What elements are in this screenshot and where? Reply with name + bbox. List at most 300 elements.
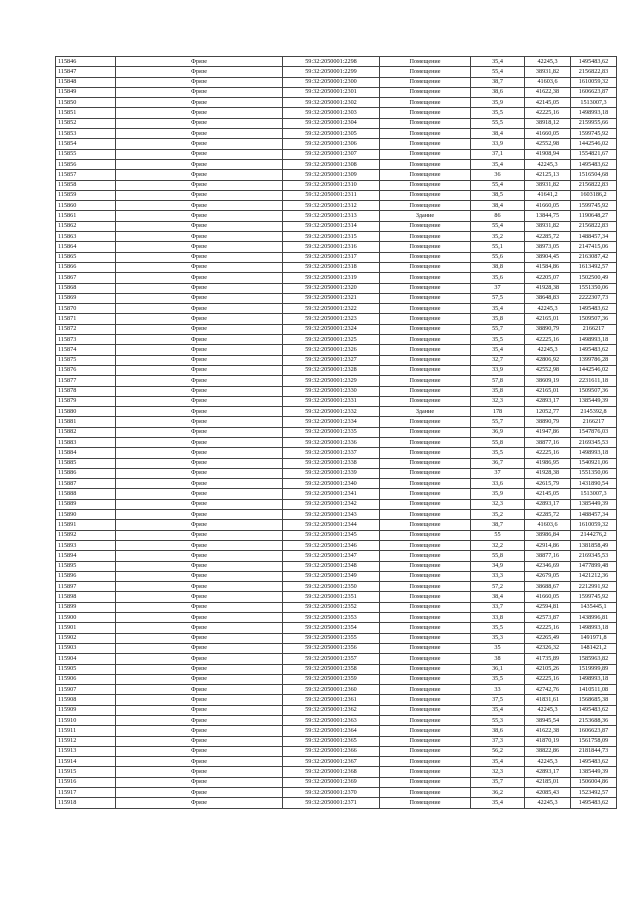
cadastral-value-cell: 1498993,18	[571, 623, 617, 633]
city-cell: Фрязе	[116, 221, 283, 231]
unit-value-cell: 38822,86	[525, 746, 571, 756]
object-type-cell: Помещение	[380, 252, 471, 262]
cadastral-number-cell: 59:32:2050001:2329	[283, 376, 380, 386]
table-row	[56, 427, 617, 437]
row-id-cell: 115860	[56, 201, 116, 211]
cadastral-value-cell: 1509507,36	[571, 386, 617, 396]
object-type-cell: Помещение	[380, 376, 471, 386]
cadastral-value-cell: 1513007,3	[571, 489, 617, 499]
unit-value-cell: 38931,82	[525, 221, 571, 231]
cadastral-value-cell: 2153688,36	[571, 716, 617, 726]
cadastral-number-cell: 59:32:2050001:2301	[283, 87, 380, 97]
object-type-cell: Помещение	[380, 788, 471, 798]
table-row	[56, 479, 617, 489]
table-row	[56, 98, 617, 108]
city-cell: Фрязе	[116, 623, 283, 633]
unit-value-cell: 42145,05	[525, 98, 571, 108]
cadastral-number-cell: 59:32:2050001:2343	[283, 510, 380, 520]
unit-value-cell: 42225,16	[525, 448, 571, 458]
object-type-cell: Помещение	[380, 468, 471, 478]
table-row	[56, 489, 617, 499]
cadastral-value-cell: 2212991,92	[571, 582, 617, 592]
cadastral-value-cell: 1554821,67	[571, 149, 617, 159]
city-cell: Фрязе	[116, 67, 283, 77]
table-row	[56, 273, 617, 283]
area-cell: 35,9	[471, 98, 525, 108]
area-cell: 35,9	[471, 489, 525, 499]
cadastral-number-cell: 59:32:2050001:2322	[283, 304, 380, 314]
city-cell: Фрязе	[116, 551, 283, 561]
unit-value-cell: 13844,75	[525, 211, 571, 221]
unit-value-cell: 41908,94	[525, 149, 571, 159]
row-id-cell: 115851	[56, 108, 116, 118]
object-type-cell: Помещение	[380, 489, 471, 499]
unit-value-cell: 41584,86	[525, 262, 571, 272]
cadastral-number-cell: 59:32:2050001:2340	[283, 479, 380, 489]
object-type-cell: Помещение	[380, 767, 471, 777]
object-type-cell: Помещение	[380, 530, 471, 540]
area-cell: 35,3	[471, 633, 525, 643]
cadastral-number-cell: 59:32:2050001:2354	[283, 623, 380, 633]
object-type-cell: Помещение	[380, 777, 471, 787]
city-cell: Фрязе	[116, 437, 283, 447]
object-type-cell: Помещение	[380, 77, 471, 87]
unit-value-cell: 42225,16	[525, 623, 571, 633]
table-row	[56, 788, 617, 798]
cadastral-number-cell: 59:32:2050001:2361	[283, 695, 380, 705]
area-cell: 37,5	[471, 695, 525, 705]
table-row	[56, 582, 617, 592]
object-type-cell: Помещение	[380, 262, 471, 272]
unit-value-cell: 42245,3	[525, 757, 571, 767]
cadastral-number-cell: 59:32:2050001:2335	[283, 427, 380, 437]
table-row	[56, 592, 617, 602]
area-cell: 38,4	[471, 201, 525, 211]
row-id-cell: 115880	[56, 407, 116, 417]
area-cell: 55,7	[471, 417, 525, 427]
area-cell: 55,4	[471, 67, 525, 77]
table-row	[56, 623, 617, 633]
cadastral-number-cell: 59:32:2050001:2359	[283, 674, 380, 684]
object-type-cell: Помещение	[380, 87, 471, 97]
row-id-cell: 115887	[56, 479, 116, 489]
city-cell: Фрязе	[116, 788, 283, 798]
city-cell: Фрязе	[116, 427, 283, 437]
area-cell: 178	[471, 407, 525, 417]
table-row	[56, 448, 617, 458]
city-cell: Фрязе	[116, 211, 283, 221]
cadastral-number-cell: 59:32:2050001:2304	[283, 118, 380, 128]
object-type-cell: Помещение	[380, 746, 471, 756]
row-id-cell: 115917	[56, 788, 116, 798]
cadastral-value-cell: 1502500,49	[571, 273, 617, 283]
table-row	[56, 139, 617, 149]
object-type-cell: Помещение	[380, 716, 471, 726]
object-type-cell: Помещение	[380, 561, 471, 571]
object-type-cell: Помещение	[380, 304, 471, 314]
unit-value-cell: 41947,86	[525, 427, 571, 437]
area-cell: 33,3	[471, 571, 525, 581]
cadastral-value-cell: 1190648,27	[571, 211, 617, 221]
cadastral-number-cell: 59:32:2050001:2356	[283, 643, 380, 653]
cadastral-value-cell: 1381858,49	[571, 540, 617, 550]
table-row	[56, 365, 617, 375]
object-type-cell: Помещение	[380, 57, 471, 67]
unit-value-cell: 42552,98	[525, 365, 571, 375]
table-row	[56, 159, 617, 169]
table-row	[56, 324, 617, 334]
cadastral-number-cell: 59:32:2050001:2302	[283, 98, 380, 108]
cadastral-number-cell: 59:32:2050001:2346	[283, 540, 380, 550]
object-type-cell: Помещение	[380, 736, 471, 746]
cadastral-value-cell: 1519999,89	[571, 664, 617, 674]
city-cell: Фрязе	[116, 365, 283, 375]
row-id-cell: 115875	[56, 355, 116, 365]
city-cell: Фрязе	[116, 489, 283, 499]
city-cell: Фрязе	[116, 530, 283, 540]
city-cell: Фрязе	[116, 273, 283, 283]
table-row	[56, 664, 617, 674]
cadastral-number-cell: 59:32:2050001:2312	[283, 201, 380, 211]
cadastral-number-cell: 59:32:2050001:2363	[283, 716, 380, 726]
city-cell: Фрязе	[116, 685, 283, 695]
cadastral-value-cell: 2156822,83	[571, 67, 617, 77]
area-cell: 55,7	[471, 324, 525, 334]
cadastral-value-cell: 1442546,02	[571, 139, 617, 149]
cadastral-value-cell: 1509507,36	[571, 314, 617, 324]
cadastral-value-cell: 1488457,34	[571, 232, 617, 242]
object-type-cell: Помещение	[380, 798, 471, 808]
cadastral-number-cell: 59:32:2050001:2334	[283, 417, 380, 427]
cadastral-number-cell: 59:32:2050001:2348	[283, 561, 380, 571]
cadastral-value-cell: 2147415,06	[571, 242, 617, 252]
table-row	[56, 674, 617, 684]
table-row	[56, 633, 617, 643]
unit-value-cell: 42245,3	[525, 304, 571, 314]
table-row	[56, 57, 617, 67]
city-cell: Фрязе	[116, 283, 283, 293]
area-cell: 35,4	[471, 798, 525, 808]
cadastral-value-cell: 1599745,92	[571, 592, 617, 602]
cadastral-number-cell: 59:32:2050001:2339	[283, 468, 380, 478]
table-row	[56, 407, 617, 417]
unit-value-cell: 41870,19	[525, 736, 571, 746]
unit-value-cell: 38945,54	[525, 716, 571, 726]
object-type-cell: Помещение	[380, 499, 471, 509]
cadastral-value-cell: 1410511,08	[571, 685, 617, 695]
area-cell: 55,3	[471, 716, 525, 726]
object-type-cell: Помещение	[380, 571, 471, 581]
object-type-cell: Помещение	[380, 685, 471, 695]
cadastral-value-cell: 2181844,73	[571, 746, 617, 756]
unit-value-cell: 12052,77	[525, 407, 571, 417]
cadastral-number-cell: 59:32:2050001:2306	[283, 139, 380, 149]
cadastral-number-cell: 59:32:2050001:2316	[283, 242, 380, 252]
cadastral-number-cell: 59:32:2050001:2310	[283, 180, 380, 190]
unit-value-cell: 41831,61	[525, 695, 571, 705]
cadastral-value-cell: 1421212,36	[571, 571, 617, 581]
table-row	[56, 190, 617, 200]
object-type-cell: Помещение	[380, 129, 471, 139]
row-id-cell: 115879	[56, 396, 116, 406]
row-id-cell: 115867	[56, 273, 116, 283]
row-id-cell: 115846	[56, 57, 116, 67]
row-id-cell: 115913	[56, 746, 116, 756]
object-type-cell: Помещение	[380, 170, 471, 180]
row-id-cell: 115898	[56, 592, 116, 602]
area-cell: 57,5	[471, 293, 525, 303]
object-type-cell: Помещение	[380, 602, 471, 612]
object-type-cell: Помещение	[380, 592, 471, 602]
city-cell: Фрязе	[116, 592, 283, 602]
city-cell: Фрязе	[116, 633, 283, 643]
area-cell: 32,3	[471, 767, 525, 777]
cadastral-value-cell: 1547876,03	[571, 427, 617, 437]
unit-value-cell: 42085,43	[525, 788, 571, 798]
cadastral-number-cell: 59:32:2050001:2341	[283, 489, 380, 499]
unit-value-cell: 38986,84	[525, 530, 571, 540]
city-cell: Фрязе	[116, 98, 283, 108]
city-cell: Фрязе	[116, 293, 283, 303]
unit-value-cell: 42225,16	[525, 108, 571, 118]
object-type-cell: Помещение	[380, 232, 471, 242]
table-row	[56, 757, 617, 767]
cadastral-number-cell: 59:32:2050001:2331	[283, 396, 380, 406]
row-id-cell: 115892	[56, 530, 116, 540]
object-type-cell: Помещение	[380, 180, 471, 190]
table-row	[56, 613, 617, 623]
area-cell: 35,5	[471, 335, 525, 345]
area-cell: 35,8	[471, 314, 525, 324]
table-row	[56, 314, 617, 324]
cadastral-number-cell: 59:32:2050001:2351	[283, 592, 380, 602]
area-cell: 38	[471, 654, 525, 664]
area-cell: 35,4	[471, 757, 525, 767]
row-id-cell: 115889	[56, 499, 116, 509]
cadastral-number-cell: 59:32:2050001:2326	[283, 345, 380, 355]
table-row	[56, 468, 617, 478]
unit-value-cell: 38688,67	[525, 582, 571, 592]
cadastral-number-cell: 59:32:2050001:2355	[283, 633, 380, 643]
area-cell: 35,2	[471, 232, 525, 242]
area-cell: 37,3	[471, 736, 525, 746]
city-cell: Фрязе	[116, 798, 283, 808]
cadastral-number-cell: 59:32:2050001:2366	[283, 746, 380, 756]
row-id-cell: 115882	[56, 427, 116, 437]
area-cell: 32,3	[471, 499, 525, 509]
cadastral-number-cell: 59:32:2050001:2298	[283, 57, 380, 67]
cadastral-number-cell: 59:32:2050001:2345	[283, 530, 380, 540]
row-id-cell: 115873	[56, 335, 116, 345]
table-row	[56, 561, 617, 571]
unit-value-cell: 42594,81	[525, 602, 571, 612]
table-row	[56, 458, 617, 468]
unit-value-cell: 38609,19	[525, 376, 571, 386]
cadastral-number-cell: 59:32:2050001:2362	[283, 705, 380, 715]
cadastral-value-cell: 2166217	[571, 324, 617, 334]
cadastral-number-cell: 59:32:2050001:2337	[283, 448, 380, 458]
area-cell: 32,3	[471, 396, 525, 406]
unit-value-cell: 41641,2	[525, 190, 571, 200]
unit-value-cell: 42893,17	[525, 499, 571, 509]
city-cell: Фрязе	[116, 726, 283, 736]
cadastral-value-cell: 1435445,1	[571, 602, 617, 612]
table-row	[56, 149, 617, 159]
cadastral-value-cell: 1516504,68	[571, 170, 617, 180]
city-cell: Фрязе	[116, 746, 283, 756]
cadastral-value-cell: 1399786,28	[571, 355, 617, 365]
cadastral-value-cell: 1498993,18	[571, 108, 617, 118]
unit-value-cell: 41928,38	[525, 468, 571, 478]
city-cell: Фрязе	[116, 499, 283, 509]
object-type-cell: Помещение	[380, 643, 471, 653]
table-row	[56, 499, 617, 509]
area-cell: 32,7	[471, 355, 525, 365]
table-row	[56, 201, 617, 211]
table-row	[56, 736, 617, 746]
area-cell: 37	[471, 468, 525, 478]
row-id-cell: 115868	[56, 283, 116, 293]
unit-value-cell: 42615,79	[525, 479, 571, 489]
table-row	[56, 695, 617, 705]
unit-value-cell: 38918,12	[525, 118, 571, 128]
cadastral-value-cell: 1610059,32	[571, 77, 617, 87]
row-id-cell: 115886	[56, 468, 116, 478]
cadastral-value-cell: 1523492,57	[571, 788, 617, 798]
row-id-cell: 115888	[56, 489, 116, 499]
cadastral-number-cell: 59:32:2050001:2368	[283, 767, 380, 777]
cadastral-value-cell: 1481421,2	[571, 643, 617, 653]
object-type-cell: Помещение	[380, 139, 471, 149]
object-type-cell: Помещение	[380, 427, 471, 437]
city-cell: Фрязе	[116, 335, 283, 345]
cadastral-number-cell: 59:32:2050001:2344	[283, 520, 380, 530]
cadastral-value-cell: 1599745,92	[571, 201, 617, 211]
area-cell: 35	[471, 643, 525, 653]
unit-value-cell: 42679,05	[525, 571, 571, 581]
city-cell: Фрязе	[116, 118, 283, 128]
city-cell: Фрязе	[116, 540, 283, 550]
cadastral-number-cell: 59:32:2050001:2314	[283, 221, 380, 231]
unit-value-cell: 42245,3	[525, 159, 571, 169]
area-cell: 32,2	[471, 540, 525, 550]
table-row	[56, 602, 617, 612]
table-row	[56, 746, 617, 756]
unit-value-cell: 42285,72	[525, 232, 571, 242]
table-row	[56, 262, 617, 272]
object-type-cell: Помещение	[380, 510, 471, 520]
row-id-cell: 115881	[56, 417, 116, 427]
area-cell: 33,6	[471, 479, 525, 489]
cadastral-number-cell: 59:32:2050001:2308	[283, 159, 380, 169]
cadastral-value-cell: 1498993,18	[571, 674, 617, 684]
cadastral-value-cell: 2231611,18	[571, 376, 617, 386]
cadastral-value-cell: 2166217	[571, 417, 617, 427]
city-cell: Фрязе	[116, 695, 283, 705]
area-cell: 33,7	[471, 602, 525, 612]
table-row	[56, 129, 617, 139]
object-type-cell: Помещение	[380, 324, 471, 334]
row-id-cell: 115899	[56, 602, 116, 612]
city-cell: Фрязе	[116, 757, 283, 767]
object-type-cell: Здание	[380, 407, 471, 417]
city-cell: Фрязе	[116, 201, 283, 211]
table-row	[56, 685, 617, 695]
row-id-cell: 115856	[56, 159, 116, 169]
row-id-cell: 115893	[56, 540, 116, 550]
city-cell: Фрязе	[116, 777, 283, 787]
unit-value-cell: 38877,16	[525, 551, 571, 561]
object-type-cell: Помещение	[380, 437, 471, 447]
area-cell: 33,9	[471, 365, 525, 375]
table-row	[56, 726, 617, 736]
unit-value-cell: 41660,05	[525, 129, 571, 139]
row-id-cell: 115862	[56, 221, 116, 231]
city-cell: Фрязе	[116, 77, 283, 87]
cadastral-number-cell: 59:32:2050001:2315	[283, 232, 380, 242]
object-type-cell: Помещение	[380, 365, 471, 375]
unit-value-cell: 42573,87	[525, 613, 571, 623]
cadastral-number-cell: 59:32:2050001:2321	[283, 293, 380, 303]
table-row	[56, 304, 617, 314]
area-cell: 36,1	[471, 664, 525, 674]
object-type-cell: Помещение	[380, 149, 471, 159]
object-type-cell: Помещение	[380, 613, 471, 623]
object-type-cell: Помещение	[380, 273, 471, 283]
city-cell: Фрязе	[116, 643, 283, 653]
object-type-cell: Помещение	[380, 345, 471, 355]
cadastral-number-cell: 59:32:2050001:2327	[283, 355, 380, 365]
object-type-cell: Помещение	[380, 417, 471, 427]
unit-value-cell: 41986,95	[525, 458, 571, 468]
table-row	[56, 108, 617, 118]
object-type-cell: Помещение	[380, 520, 471, 530]
area-cell: 57,8	[471, 376, 525, 386]
unit-value-cell: 42552,98	[525, 139, 571, 149]
city-cell: Фрязе	[116, 602, 283, 612]
unit-value-cell: 38931,82	[525, 67, 571, 77]
city-cell: Фрязе	[116, 314, 283, 324]
cadastral-number-cell: 59:32:2050001:2323	[283, 314, 380, 324]
table-row	[56, 716, 617, 726]
table-row	[56, 551, 617, 561]
table-row	[56, 520, 617, 530]
area-cell: 35,8	[471, 386, 525, 396]
cadastral-value-cell: 1495483,62	[571, 798, 617, 808]
unit-value-cell: 42806,92	[525, 355, 571, 365]
cadastral-number-cell: 59:32:2050001:2330	[283, 386, 380, 396]
row-id-cell: 115857	[56, 170, 116, 180]
city-cell: Фрязе	[116, 129, 283, 139]
cadastral-value-cell: 1438996,81	[571, 613, 617, 623]
object-type-cell: Помещение	[380, 67, 471, 77]
city-cell: Фрязе	[116, 582, 283, 592]
cadastral-number-cell: 59:32:2050001:2371	[283, 798, 380, 808]
cadastral-value-cell: 1568685,38	[571, 695, 617, 705]
cadastral-value-cell: 1606623,87	[571, 87, 617, 97]
object-type-cell: Помещение	[380, 355, 471, 365]
area-cell: 35,5	[471, 623, 525, 633]
city-cell: Фрязе	[116, 458, 283, 468]
row-id-cell: 115910	[56, 716, 116, 726]
city-cell: Фрязе	[116, 159, 283, 169]
cadastral-value-cell: 1506004,86	[571, 777, 617, 787]
row-id-cell: 115871	[56, 314, 116, 324]
object-type-cell: Помещение	[380, 582, 471, 592]
row-id-cell: 115866	[56, 262, 116, 272]
table-row	[56, 530, 617, 540]
unit-value-cell: 42225,16	[525, 674, 571, 684]
